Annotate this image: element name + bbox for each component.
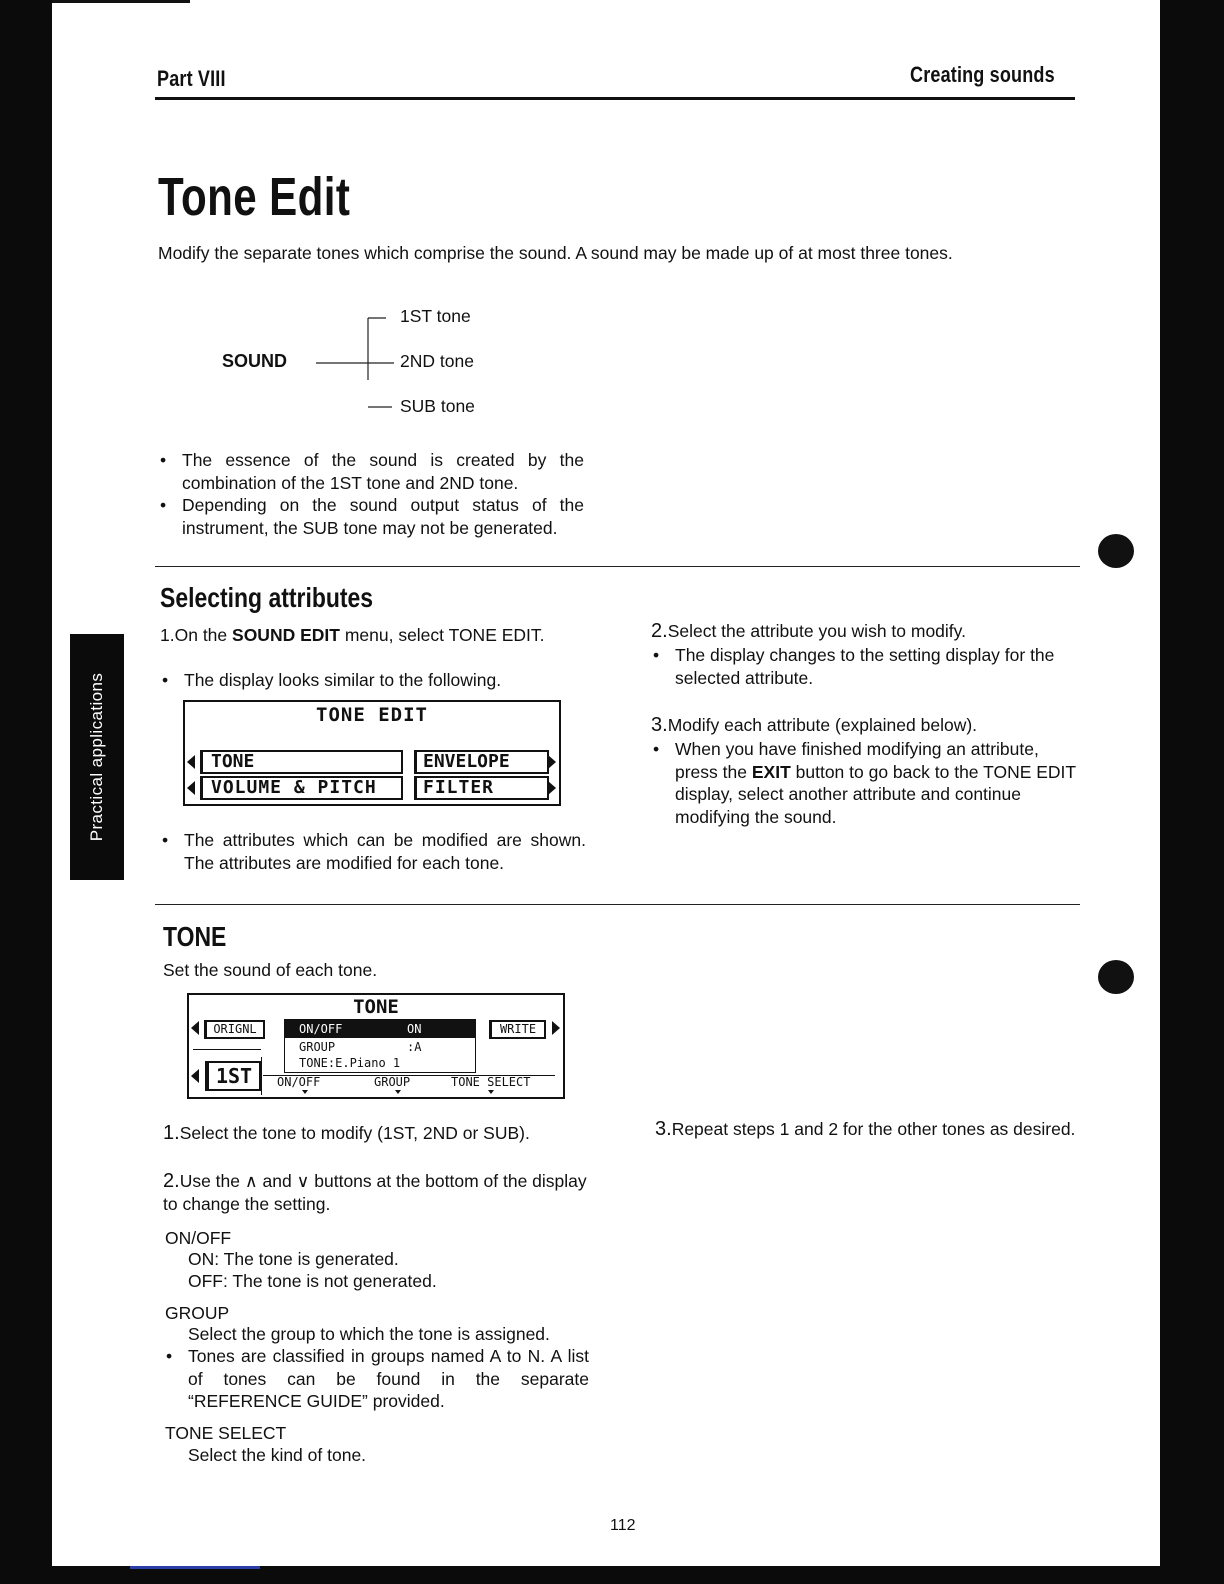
part-label: Part VIII	[157, 66, 226, 91]
step-1-bullet: • The display looks similar to the following.	[184, 669, 584, 692]
left-arrow-icon	[187, 781, 195, 795]
tone-select-label: TONE SELECT	[165, 1423, 287, 1443]
key-volume-pitch[interactable]: VOLUME & PITCH	[200, 776, 403, 800]
group-bullet: • Tones are classified in groups named A to N. A list of tones can be found in the separate “REFERENCE GUIDE” provided.	[188, 1345, 589, 1413]
tree-branch-2nd: 2ND tone	[400, 351, 474, 371]
onoff-row[interactable]	[285, 1020, 475, 1038]
page-title: Tone Edit	[158, 167, 351, 227]
original-button[interactable]: ORIGNL	[204, 1020, 265, 1039]
footer-group[interactable]: GROUP	[374, 1075, 411, 1089]
scan-mark-bottom	[130, 1566, 260, 1569]
binder-hole	[1098, 960, 1134, 994]
side-tab-label: Practical applications	[87, 672, 106, 842]
tone-intro: Set the sound of each tone.	[163, 960, 378, 980]
display-title: TONE EDIT	[316, 704, 428, 726]
page-edge	[1128, 0, 1160, 1584]
onoff-label: ON/OFF	[165, 1228, 232, 1248]
tone-display	[187, 993, 565, 1099]
tree-branch-1st: 1ST tone	[400, 306, 471, 326]
left-arrow-icon	[191, 1021, 199, 1035]
tone-step-1	[163, 1122, 593, 1145]
tone-select-1st-button[interactable]: 1ST	[205, 1061, 261, 1091]
tone-step-2	[163, 1170, 589, 1215]
step-text: menu, select TONE EDIT.	[339, 625, 545, 645]
scan-border-left	[0, 0, 52, 1584]
key-filter[interactable]: FILTER	[414, 776, 549, 800]
right-arrow-icon	[548, 755, 556, 769]
side-tab	[70, 634, 124, 880]
exit-button-label: EXIT	[751, 761, 791, 782]
step-text: On the	[174, 625, 233, 645]
step-number: 2.	[651, 620, 668, 642]
left-arrow-icon	[191, 1069, 199, 1083]
right-arrow-icon	[552, 1021, 560, 1035]
attributes-bullet: • The attributes which can be modified are shown. The attributes are modified for each tone.	[184, 829, 586, 874]
key-envelope[interactable]: ENVELOPE	[414, 750, 549, 774]
row-label: TONE:E.Piano 1	[299, 1056, 401, 1070]
display-divider	[261, 1057, 262, 1095]
tone-edit-display	[183, 700, 561, 806]
heading-tone: TONE	[163, 921, 227, 952]
row-value: ON	[407, 1022, 422, 1036]
step-2	[651, 620, 1081, 643]
step-number: 3.	[651, 714, 668, 736]
step-number: 3.	[655, 1118, 672, 1140]
step-emphasis: SOUND EDIT	[232, 625, 340, 645]
group-row[interactable]	[285, 1039, 475, 1055]
bullet-text: button to go back to the TONE EDIT display, select another attribute and continue modifying the sound.	[675, 761, 1076, 827]
scan-mark-top	[52, 0, 190, 3]
step-3-bullet	[675, 738, 1080, 828]
section-rule	[155, 904, 1080, 905]
down-arrow-icon	[395, 1090, 401, 1094]
row-label: GROUP	[299, 1040, 336, 1054]
onoff-on-desc: ON: The tone is generated.	[188, 1249, 399, 1269]
step-number: 1.	[160, 625, 175, 645]
write-button[interactable]: WRITE	[489, 1020, 546, 1039]
bullet-text: When you have finished modifying an attribute, press the	[675, 739, 1039, 782]
tone-step-3	[655, 1118, 1085, 1141]
step-text: Repeat steps 1 and 2 for the other tones as desired.	[671, 1119, 1076, 1139]
group-desc: Select the group to which the tone is assigned.	[188, 1324, 550, 1344]
step-text: Select the attribute you wish to modify.	[667, 621, 966, 641]
row-value: :A	[407, 1040, 422, 1054]
section-label: Creating sounds	[910, 62, 1055, 87]
footer-tone-select[interactable]: TONE SELECT	[451, 1075, 531, 1089]
section-rule	[155, 566, 1080, 567]
row-label: ON/OFF	[299, 1022, 343, 1036]
note-bullet: • The essence of the sound is created by the combination of the 1ST tone and 2ND tone.	[182, 449, 584, 494]
onoff-off-desc: OFF: The tone is not generated.	[188, 1271, 437, 1291]
tone-settings-list	[284, 1019, 476, 1073]
group-label: GROUP	[165, 1303, 230, 1323]
footer-onoff[interactable]: ON/OFF	[277, 1075, 321, 1089]
tone-key-rule	[193, 1049, 261, 1050]
tone-select-desc: Select the kind of tone.	[188, 1445, 367, 1465]
step-text: Modify each attribute (explained below).	[667, 715, 978, 735]
tree-branch-sub: SUB tone	[400, 396, 475, 416]
tree-lines	[310, 310, 400, 420]
step-number: 1.	[163, 1122, 180, 1144]
tree-root-label: SOUND	[222, 351, 288, 371]
display-title: TONE	[353, 996, 399, 1018]
down-arrow-icon	[302, 1090, 308, 1094]
heading-selecting-attributes: Selecting attributes	[160, 582, 374, 613]
step-number: 2.	[163, 1170, 180, 1192]
right-arrow-icon	[548, 781, 556, 795]
scan-border-right	[1160, 0, 1224, 1584]
step-2-bullet: • The display changes to the setting display for the selected attribute.	[675, 644, 1080, 689]
intro-text: Modify the separate tones which comprise the sound. A sound may be made up of at most three tones.	[158, 243, 953, 263]
step-3	[651, 714, 1081, 737]
step-1	[160, 624, 586, 647]
page-number: 112	[610, 1517, 636, 1534]
key-tone[interactable]: TONE	[200, 750, 403, 774]
step-text: Use the ∧ and ∨ buttons at the bottom of the display to change the setting.	[163, 1171, 587, 1214]
down-arrow-icon	[488, 1090, 494, 1094]
tone-row[interactable]	[285, 1055, 475, 1071]
step-text: Select the tone to modify (1ST, 2ND or SUB).	[179, 1123, 530, 1143]
binder-hole	[1098, 534, 1134, 568]
header-rule	[155, 97, 1075, 100]
note-bullet: • Depending on the sound output status of the instrument, the SUB tone may not be generated.	[182, 494, 584, 539]
left-arrow-icon	[187, 755, 195, 769]
